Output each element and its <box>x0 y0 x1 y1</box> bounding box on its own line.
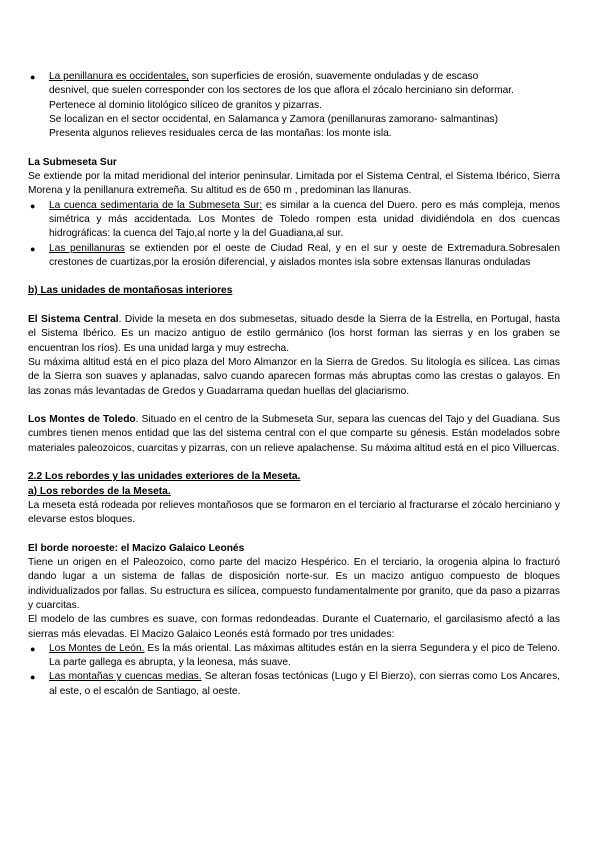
paragraph-montes-toledo: Los Montes de Toledo. Situado en el centro de la Submeseta Sur, separa las cuencas del Tajo y del Guadiana. Sus cumbres tienen menos entidad que las del sistema central con el que comparte su génesis. Están modelados sobre materiales paleozoicos, cuarcitas y pizarras, con un relieve apalachense. Su máxima altitud está en el pico Villuercas. <box>28 414 561 454</box>
paragraph: El modelo de las cumbres es suave, con formas redondeadas. Durante el Cuaternario, el garcilasismo afectó a las sierras más elevadas. El Macizo Galaico Leonés está formado por tres unidades: <box>28 614 560 640</box>
bullet-montes-leon <box>28 642 560 671</box>
bullet-penillanuras <box>28 242 560 271</box>
paragraph: La meseta está rodeada por relieves montañosos que se formaron en el terciario al fracturarse el zócalo herciniano y elevarse estos bloques. <box>28 499 560 526</box>
bold-term: El Sistema Central <box>28 314 119 326</box>
heading-submeseta-sur: La Submeseta Sur <box>28 156 117 168</box>
underlined-term: Los Montes de León. <box>49 642 145 654</box>
underlined-term: Las montañas y cuencas medias. <box>49 671 202 683</box>
paragraph-line: Pertenece al dominio litológico silíceo de granitos y pizarras. <box>49 99 322 111</box>
bullet-text: Las montañas y cuencas medias. Se alteran fosas tectónicas (Lugo y El Bierzo), con sierras como Los Ancares, al este, o el escalón de Santiago, al oeste. <box>49 671 560 697</box>
paragraph-line: Se localizan en el sector occidental, en Salamanca y Zamora (penillanuras zamorano- salmantinas) <box>49 113 499 125</box>
heading-rebordes-unidades: 2.2 Los rebordes y las unidades exteriores de la Meseta. <box>28 471 301 483</box>
bullet-icon: ● <box>30 672 36 683</box>
paragraph-line: desnivel, que suelen corresponder con los sectores de los que aflora el zócalo herciniano sin deformar. <box>49 85 514 97</box>
heading-rebordes-meseta: a) Los rebordes de la Meseta. <box>28 485 171 497</box>
bullet-icon: ● <box>30 200 36 211</box>
bullet-cuenca-sedimentaria <box>28 199 560 242</box>
underlined-term: La penillanura es occidentales, <box>49 71 189 82</box>
paragraph: Se extiende por la mitad meridional del interior peninsular. Limitada por el Sistema Central, el Sistema Ibérico, Sierra Morena y la penillanura extremeña. Su altitud es de 650 m , predominan las llanuras. <box>28 171 560 197</box>
bullet-icon: ● <box>30 243 36 254</box>
bullet-icon: ● <box>30 72 36 82</box>
bullet-text: Los Montes de León. Es la más oriental. Las máximas altitudes están en la sierra Segundera y el pico de Teleno. La parte gallega es abrupta, y la leonesa, más suave. <box>49 642 560 669</box>
bullet-penillanura-occidental <box>28 70 560 141</box>
bullet-text: La penillanura es occidentales, son superficies de erosión, suavemente onduladas y de escaso <box>49 71 479 82</box>
bullet-text: La cuenca sedimentaria de la Submeseta Sur: es similar a la cuenca del Duero. pero es más compleja, menos simétrica y más accidentada. Los Montes de Toledo rompen esta unidad dividiéndola en dos cuencas hidrográficas: la cuenca del Tajo,al norte y la del Guadiana,al sur. <box>49 199 560 240</box>
paragraph: Tiene un origen en el Paleozoico, como parte del macizo Hespérico. En el terciario, la orogenia alpina lo fracturó dando lugar a un sistema de fallas de disposición norte-sur. Es un macizo antiguo compuesto de bloques individualizados por fallas. Su estructura es silícea, compuesto fundamentalmente por granito, que da paso a pizarras y cuarcitas. <box>28 557 560 611</box>
bullet-montanas-cuencas <box>28 670 560 699</box>
heading-unidades-montanosas: b) Las unidades de montañosas interiores <box>28 285 233 297</box>
bold-term: Los Montes de Toledo <box>28 414 136 426</box>
bullet-text: Las penillanuras se extienden por el oeste de Ciudad Real, y en el sur y oeste de Extremadura.Sobresalen crestones de cuartizas,por la erosión diferencial, y aislados montes isla sobre extensas llanuras onduladas <box>49 242 560 268</box>
underlined-term: La cuenca sedimentaria de la Submeseta Sur: <box>49 199 263 211</box>
document-page <box>28 70 560 699</box>
paragraph-sistema-central: El Sistema Central. Divide la meseta en dos submesetas, situado desde la Sierra de la Estrella, en Portugal, hasta el Sistema Ibérico. Es un macizo antiguo de estilo germánico (los horst forman las sierras y en los graben se encuentran los ríos). Es una unidad larga y muy estrecha. <box>28 314 560 354</box>
paragraph: Su máxima altitud está en el pico plaza del Moro Almanzor en la Sierra de Gredos. Su litología es silícea. Las cimas de la Sierra son suaves y aplanadas, salvo cuando aparecen formas más abruptas como las crestas o galayos. En las zonas más levantadas de Gredos y Guadarrama quedan huellas del glaciarismo. <box>28 356 560 397</box>
heading-macizo-galaico: El borde noroeste: el Macizo Galaico Leonés <box>28 542 245 554</box>
underlined-term: Las penillanuras <box>49 242 125 254</box>
bullet-icon: ● <box>30 643 36 654</box>
paragraph-line: Presenta algunos relieves residuales cerca de las montañas: los monte isla. <box>49 128 392 140</box>
